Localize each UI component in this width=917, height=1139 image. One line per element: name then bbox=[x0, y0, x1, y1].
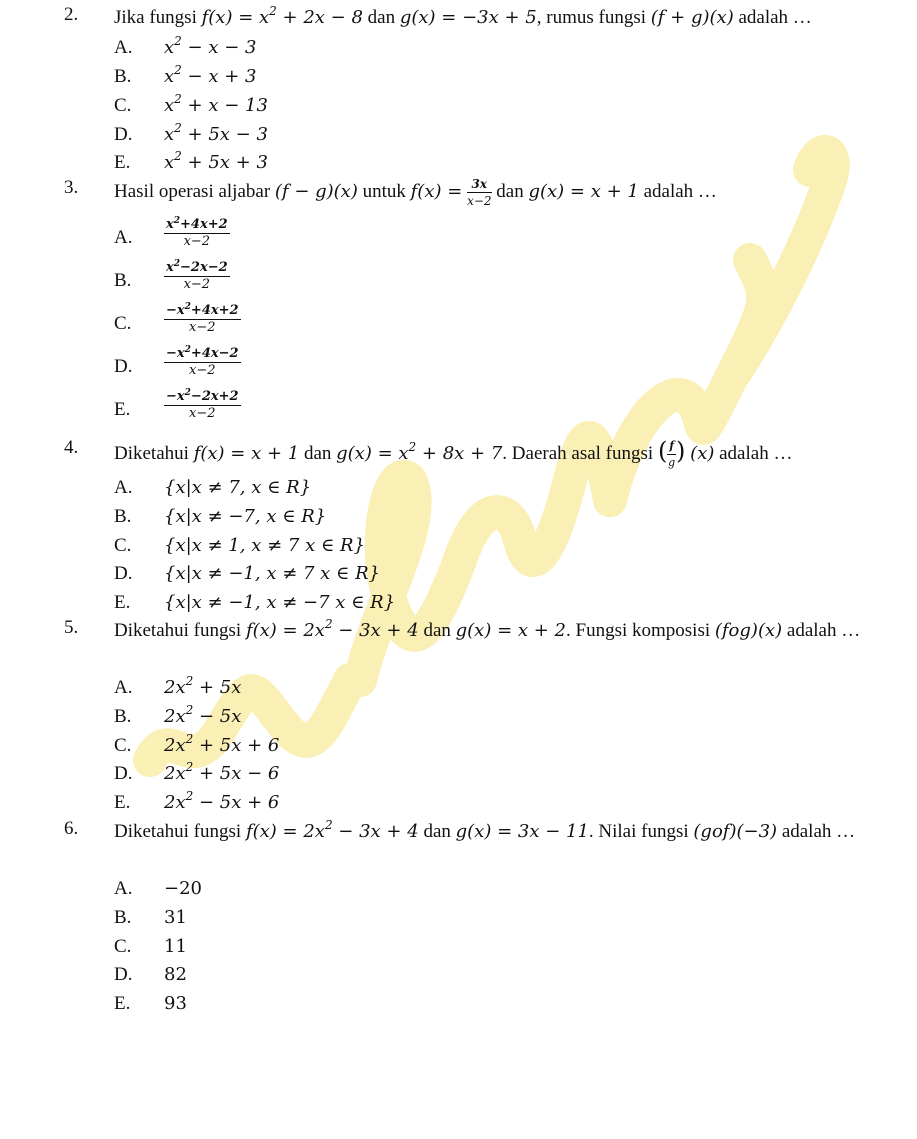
option-a: A. −20 bbox=[114, 878, 202, 899]
question-stem: Diketahui fungsi $f(x) = 2x^2 - 3x + 4$ dan g(x) = x + 2. Fungsi komposisi (fog)(x) adalah … bbox=[114, 617, 861, 641]
option-e: E. {x|x ≠ −1, x ≠ −7 x ∈ R} bbox=[114, 592, 396, 613]
question-number: 6. bbox=[64, 818, 79, 839]
fraction: $\frac{3x}{x-2}$ bbox=[467, 177, 492, 208]
question-stem: Diketahui f(x) = x + 1 dan $g(x) = x^2 + 8x + 7$. Daerah asal fungsi ( $\frac{f}{g}$ ) (x) adalah … bbox=[114, 437, 793, 470]
option-b: B. 31 bbox=[114, 907, 187, 928]
option-b: B. $x^2 - x + 3$ bbox=[114, 63, 257, 87]
option-e: E. $2x^2 - 5x + 6$ bbox=[114, 789, 280, 813]
question-number: 4. bbox=[64, 437, 79, 458]
option-d: D. $2x^2 + 5x - 6$ bbox=[114, 760, 280, 784]
option-a: A. $2x^2 + 5x$ bbox=[114, 674, 242, 698]
option-a: A. {x|x ≠ 7, x ∈ R} bbox=[114, 477, 312, 498]
option-d: D. {x|x ≠ −1, x ≠ 7 x ∈ R} bbox=[114, 563, 381, 584]
question-stem: Diketahui fungsi $f(x) = 2x^2 - 3x + 4$ dan g(x) = 3x − 11. Nilai fungsi (gof)(−3) adalah … bbox=[114, 818, 856, 842]
document-page: 2. Jika fungsi $f(x) = x^2 + 2x - 8$ dan g(x) = −3x + 5, rumus fungsi (f + g)(x) adalah … A. $x^2 - x - 3$ B. $x^2 - x + 3$ C. $x^2 + x - 13$ D. $x^2 + 5x - 3$ E. $x^2 + 5x + 3$ 3. Hasil operasi aljabar (f − g)(x) untuk f(x) = $\frac{3x}{x-2}$ dan g(x) = x + 1 adalah … A. $\frac{x^2+4x+2}{x-2}$ B. $\frac{x^2-2x-2}{x-2}$ C. $\frac{-x^2+4x+2}{x-2}$ D. $\frac{-x^2+4x-2}{x-2}$ E. $\frac{-x^2-2x+2}{x-2}$ 4. Diketahui f(x) = x + 1 dan $g(x) = x^2 + 8x + 7$. Daerah asal fungsi ( $\frac{f}{g}$ ) (x) adalah … A. {x|x ≠ 7, x ∈ R} B. {x|x ≠ −7, x ∈ R} C. {x|x ≠ 1, x ≠ 7 x ∈ R} D. {x|x ≠ −1, x ≠ 7 x ∈ R} E. {x|x ≠ −1, x ≠ −7 x ∈ R} 5. Diketahui fungsi $f(x) = 2x^2 - 3x + 4$ dan g(x) = x + 2. Fungsi komposisi (fog)(x) adalah … A. $2x^2 + 5x$ B. $2x^2 - 5x$ C. $2x^2 + 5x + 6$ D. $2x^2 + 5x - 6$ E. $2x^2 - 5x + 6$ 6. Diketahui fungsi $f(x) = 2x^2 - 3x + 4$ dan g(x) = 3x − 11. Nilai fungsi (gof)(−3) adalah … A. −20 B. 31 C. 11 D. 82 E. 93 bbox=[0, 0, 917, 1139]
question-number: 3. bbox=[64, 177, 79, 198]
option-b: B. $2x^2 - 5x$ bbox=[114, 703, 242, 727]
option-c: C. 11 bbox=[114, 936, 187, 957]
option-c: C. {x|x ≠ 1, x ≠ 7 x ∈ R} bbox=[114, 535, 366, 556]
question-stem: Hasil operasi aljabar (f − g)(x) untuk f(x) = $\frac{3x}{x-2}$ dan g(x) = x + 1 adalah … bbox=[114, 177, 717, 208]
option-d: D. $x^2 + 5x - 3$ bbox=[114, 121, 268, 145]
question-number: 5. bbox=[64, 617, 79, 638]
option-c: C. $x^2 + x - 13$ bbox=[114, 92, 268, 116]
question-stem: Jika fungsi $f(x) = x^2 + 2x - 8$ dan g(x) = −3x + 5, rumus fungsi (f + g)(x) adalah … bbox=[114, 4, 812, 28]
option-e: E. $x^2 + 5x + 3$ bbox=[114, 149, 268, 173]
question-number: 2. bbox=[64, 4, 79, 25]
option-e: E. 93 bbox=[114, 993, 187, 1014]
option-a: A. $x^2 - x - 3$ bbox=[114, 34, 257, 58]
option-d: D. 82 bbox=[114, 964, 187, 985]
option-b: B. {x|x ≠ −7, x ∈ R} bbox=[114, 506, 327, 527]
option-c: C. $2x^2 + 5x + 6$ bbox=[114, 732, 280, 756]
